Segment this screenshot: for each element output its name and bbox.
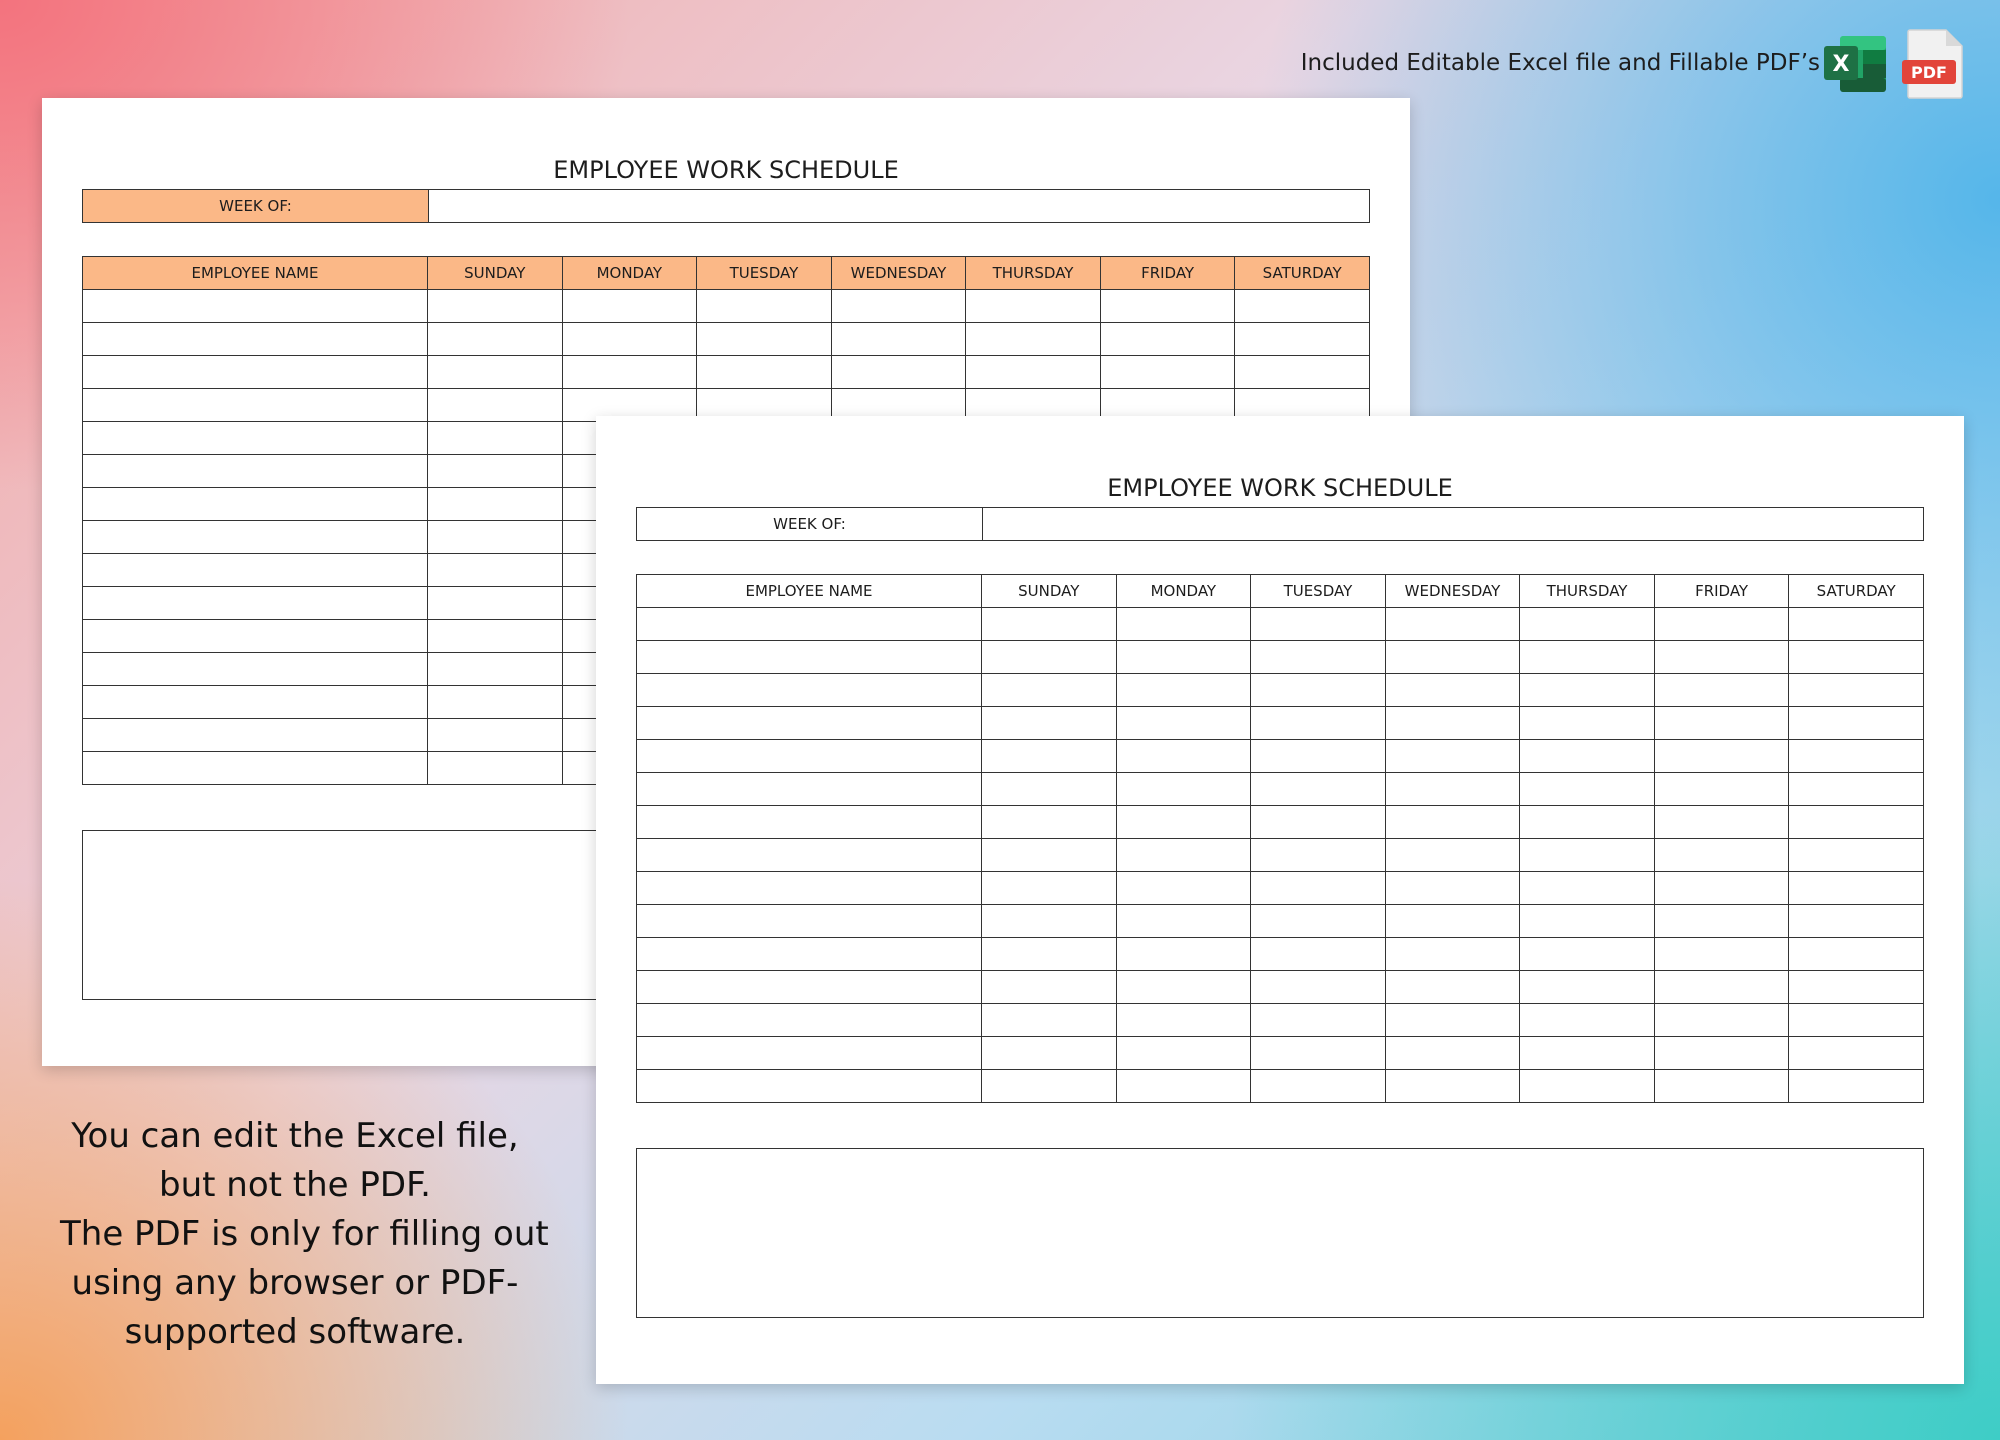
shift-cell[interactable] — [1385, 641, 1520, 674]
day-header-tuesday: TUESDAY — [1251, 575, 1386, 608]
shift-cell[interactable] — [1385, 1004, 1520, 1037]
employee-name-cell[interactable] — [83, 521, 428, 554]
shift-cell[interactable] — [1654, 1037, 1789, 1070]
table-row — [637, 1037, 1924, 1070]
shift-cell[interactable] — [1654, 1004, 1789, 1037]
shift-cell[interactable] — [1116, 872, 1251, 905]
shift-cell[interactable] — [1385, 608, 1520, 641]
employee-name-cell[interactable] — [83, 587, 428, 620]
table-row — [83, 323, 1370, 356]
table-row — [637, 641, 1924, 674]
shift-cell[interactable] — [428, 356, 563, 389]
table-row — [637, 938, 1924, 971]
shift-cell[interactable] — [1251, 872, 1386, 905]
shift-cell[interactable] — [1520, 740, 1655, 773]
employee-name-cell[interactable] — [83, 455, 428, 488]
shift-cell[interactable] — [428, 323, 563, 356]
shift-cell[interactable] — [1385, 773, 1520, 806]
shift-cell[interactable] — [1251, 740, 1386, 773]
shift-cell[interactable] — [1789, 839, 1924, 872]
employee-name-cell[interactable] — [83, 323, 428, 356]
employee-name-cell[interactable] — [637, 806, 982, 839]
shift-cell[interactable] — [1520, 773, 1655, 806]
shift-cell[interactable] — [1116, 641, 1251, 674]
day-header-sunday: SUNDAY — [982, 575, 1117, 608]
shift-cell[interactable] — [1789, 740, 1924, 773]
shift-cell[interactable] — [1116, 938, 1251, 971]
shift-cell[interactable] — [1385, 707, 1520, 740]
shift-cell[interactable] — [1385, 938, 1520, 971]
week-of-row — [636, 507, 1924, 541]
day-header-friday: FRIDAY — [1100, 257, 1235, 290]
excel-icon — [1822, 32, 1888, 94]
shift-cell[interactable] — [1789, 707, 1924, 740]
week-of-label: WEEK OF: — [83, 190, 429, 222]
shift-cell[interactable] — [1116, 773, 1251, 806]
table-row — [83, 356, 1370, 389]
promo-line: The PDF is only for filling out — [60, 1214, 549, 1254]
day-header-sunday: SUNDAY — [428, 257, 563, 290]
shift-cell[interactable] — [1520, 872, 1655, 905]
shift-cell[interactable] — [1789, 872, 1924, 905]
shift-cell[interactable] — [428, 653, 563, 686]
promo-line: but not the PDF. — [159, 1165, 431, 1205]
employee-name-cell[interactable] — [83, 554, 428, 587]
employee-name-header: EMPLOYEE NAME — [83, 257, 428, 290]
table-row — [637, 905, 1924, 938]
shift-cell[interactable] — [1654, 971, 1789, 1004]
day-header-monday: MONDAY — [562, 257, 697, 290]
table-row — [637, 872, 1924, 905]
shift-cell[interactable] — [428, 488, 563, 521]
shift-cell[interactable] — [1116, 839, 1251, 872]
shift-cell[interactable] — [982, 1070, 1117, 1103]
table-row — [637, 773, 1924, 806]
shift-cell[interactable] — [1251, 1004, 1386, 1037]
shift-cell[interactable] — [1654, 872, 1789, 905]
shift-cell[interactable] — [1520, 608, 1655, 641]
day-header-thursday: THURSDAY — [1520, 575, 1655, 608]
promo-line: supported software. — [124, 1312, 466, 1352]
shift-cell[interactable] — [966, 323, 1101, 356]
shift-cell[interactable] — [1235, 323, 1370, 356]
shift-cell[interactable] — [1251, 674, 1386, 707]
shift-cell[interactable] — [1520, 806, 1655, 839]
employee-name-cell[interactable] — [83, 686, 428, 719]
shift-cell[interactable] — [1789, 806, 1924, 839]
shift-cell[interactable] — [1385, 872, 1520, 905]
shift-cell[interactable] — [1654, 773, 1789, 806]
excel-icon-letter: X — [1832, 52, 1850, 77]
shift-cell[interactable] — [428, 620, 563, 653]
shift-cell[interactable] — [697, 356, 832, 389]
shift-cell[interactable] — [428, 521, 563, 554]
day-header-friday: FRIDAY — [1654, 575, 1789, 608]
shift-cell[interactable] — [1116, 1070, 1251, 1103]
employee-name-cell[interactable] — [637, 707, 982, 740]
day-header-tuesday: TUESDAY — [697, 257, 832, 290]
shift-cell[interactable] — [1116, 905, 1251, 938]
promo-line: You can edit the Excel file, — [71, 1116, 519, 1156]
shift-cell[interactable] — [428, 422, 563, 455]
shift-cell[interactable] — [1654, 608, 1789, 641]
day-header-saturday: SATURDAY — [1235, 257, 1370, 290]
shift-cell[interactable] — [982, 806, 1117, 839]
pdf-icon — [1900, 28, 1966, 100]
day-header-thursday: THURSDAY — [966, 257, 1101, 290]
shift-cell[interactable] — [1251, 905, 1386, 938]
employee-name-cell[interactable] — [637, 608, 982, 641]
shift-cell[interactable] — [1520, 707, 1655, 740]
employee-name-cell[interactable] — [637, 1037, 982, 1070]
employee-name-cell[interactable] — [83, 752, 428, 785]
shift-cell[interactable] — [1520, 1004, 1655, 1037]
shift-cell[interactable] — [1654, 707, 1789, 740]
shift-cell[interactable] — [1385, 1070, 1520, 1103]
table-row — [637, 839, 1924, 872]
shift-cell[interactable] — [1251, 806, 1386, 839]
pdf-icon-text: PDF — [1911, 63, 1947, 82]
shift-cell[interactable] — [1654, 1070, 1789, 1103]
promo-line: using any browser or PDF- — [71, 1263, 519, 1303]
shift-cell[interactable] — [697, 323, 832, 356]
shift-cell[interactable] — [831, 323, 966, 356]
employee-name-cell[interactable] — [637, 872, 982, 905]
shift-cell[interactable] — [428, 389, 563, 422]
table-row — [637, 608, 1924, 641]
table-row — [83, 290, 1370, 323]
employee-name-cell[interactable] — [637, 905, 982, 938]
table-row — [637, 1070, 1924, 1103]
shift-cell[interactable] — [1385, 740, 1520, 773]
shift-cell[interactable] — [982, 872, 1117, 905]
shift-cell[interactable] — [1116, 971, 1251, 1004]
employee-name-cell[interactable] — [637, 1004, 982, 1037]
shift-cell[interactable] — [982, 938, 1117, 971]
shift-cell[interactable] — [1116, 740, 1251, 773]
employee-name-cell[interactable] — [637, 674, 982, 707]
shift-cell[interactable] — [1116, 608, 1251, 641]
employee-name-cell[interactable] — [637, 773, 982, 806]
employee-name-cell[interactable] — [637, 839, 982, 872]
shift-cell[interactable] — [982, 1037, 1117, 1070]
shift-cell[interactable] — [1789, 641, 1924, 674]
shift-cell[interactable] — [982, 971, 1117, 1004]
table-row — [637, 971, 1924, 1004]
shift-cell[interactable] — [562, 356, 697, 389]
shift-cell[interactable] — [1116, 1037, 1251, 1070]
shift-cell[interactable] — [1385, 1037, 1520, 1070]
employee-name-cell[interactable] — [83, 356, 428, 389]
shift-cell[interactable] — [831, 356, 966, 389]
employee-name-cell[interactable] — [83, 389, 428, 422]
employee-name-cell[interactable] — [637, 740, 982, 773]
shift-cell[interactable] — [1251, 839, 1386, 872]
shift-cell[interactable] — [1789, 1037, 1924, 1070]
shift-cell[interactable] — [982, 641, 1117, 674]
shift-cell[interactable] — [1100, 356, 1235, 389]
day-header-wednesday: WEDNESDAY — [1385, 575, 1520, 608]
employee-name-cell[interactable] — [83, 488, 428, 521]
shift-cell[interactable] — [428, 455, 563, 488]
shift-cell[interactable] — [982, 608, 1117, 641]
schedule-header-row — [83, 257, 1370, 290]
shift-cell[interactable] — [1385, 674, 1520, 707]
shift-cell[interactable] — [1116, 806, 1251, 839]
shift-cell[interactable] — [1100, 290, 1235, 323]
employee-name-cell[interactable] — [83, 422, 428, 455]
table-row — [637, 740, 1924, 773]
shift-cell[interactable] — [1385, 806, 1520, 839]
shift-cell[interactable] — [428, 290, 563, 323]
employee-name-cell[interactable] — [637, 938, 982, 971]
week-of-field[interactable] — [429, 190, 1369, 222]
shift-cell[interactable] — [1251, 608, 1386, 641]
employee-name-cell[interactable] — [83, 290, 428, 323]
shift-cell[interactable] — [1100, 323, 1235, 356]
shift-cell[interactable] — [1116, 1004, 1251, 1037]
employee-name-cell[interactable] — [83, 719, 428, 752]
shift-cell[interactable] — [982, 839, 1117, 872]
shift-cell[interactable] — [1789, 971, 1924, 1004]
employee-name-cell[interactable] — [83, 653, 428, 686]
notes-box[interactable] — [636, 1148, 1924, 1318]
employee-name-cell[interactable] — [637, 1070, 982, 1103]
shift-cell[interactable] — [1116, 707, 1251, 740]
shift-cell[interactable] — [982, 740, 1117, 773]
shift-cell[interactable] — [562, 323, 697, 356]
shift-cell[interactable] — [1789, 938, 1924, 971]
promo-text — [60, 1112, 549, 1357]
schedule-header-row — [637, 575, 1924, 608]
sheet-title: EMPLOYEE WORK SCHEDULE — [1107, 474, 1453, 502]
week-of-row — [82, 189, 1370, 223]
shift-cell[interactable] — [1251, 707, 1386, 740]
week-of-label: WEEK OF: — [637, 508, 983, 540]
shift-cell[interactable] — [1520, 1070, 1655, 1103]
day-header-saturday: SATURDAY — [1789, 575, 1924, 608]
shift-cell[interactable] — [1520, 905, 1655, 938]
sheet-title: EMPLOYEE WORK SCHEDULE — [553, 156, 899, 184]
shift-cell[interactable] — [831, 290, 966, 323]
shift-cell[interactable] — [982, 1004, 1117, 1037]
shift-cell[interactable] — [1789, 905, 1924, 938]
shift-cell[interactable] — [982, 707, 1117, 740]
shift-cell[interactable] — [562, 290, 697, 323]
shift-cell[interactable] — [1251, 1070, 1386, 1103]
day-header-wednesday: WEDNESDAY — [831, 257, 966, 290]
employee-name-cell[interactable] — [637, 641, 982, 674]
shift-cell[interactable] — [1251, 971, 1386, 1004]
shift-cell[interactable] — [1654, 839, 1789, 872]
shift-cell[interactable] — [1520, 1037, 1655, 1070]
shift-cell[interactable] — [1385, 971, 1520, 1004]
shift-cell[interactable] — [1789, 1070, 1924, 1103]
shift-cell[interactable] — [428, 752, 563, 785]
week-of-field[interactable] — [983, 508, 1923, 540]
table-row — [637, 1004, 1924, 1037]
shift-cell[interactable] — [1520, 938, 1655, 971]
shift-cell[interactable] — [1251, 641, 1386, 674]
shift-cell[interactable] — [1235, 356, 1370, 389]
shift-cell[interactable] — [982, 773, 1117, 806]
shift-cell[interactable] — [1385, 905, 1520, 938]
day-header-monday: MONDAY — [1116, 575, 1251, 608]
shift-cell[interactable] — [697, 290, 832, 323]
employee-name-cell[interactable] — [83, 620, 428, 653]
shift-cell[interactable] — [428, 587, 563, 620]
employee-name-header: EMPLOYEE NAME — [637, 575, 982, 608]
shift-cell[interactable] — [1654, 938, 1789, 971]
shift-cell[interactable] — [1385, 839, 1520, 872]
shift-cell[interactable] — [1251, 1037, 1386, 1070]
shift-cell[interactable] — [1654, 905, 1789, 938]
shift-cell[interactable] — [966, 290, 1101, 323]
table-row — [637, 806, 1924, 839]
shift-cell[interactable] — [428, 686, 563, 719]
shift-cell[interactable] — [966, 356, 1101, 389]
shift-cell[interactable] — [428, 719, 563, 752]
table-row — [637, 707, 1924, 740]
shift-cell[interactable] — [1520, 971, 1655, 1004]
shift-cell[interactable] — [1520, 839, 1655, 872]
table-row — [637, 674, 1924, 707]
shift-cell[interactable] — [982, 905, 1117, 938]
shift-cell[interactable] — [1789, 773, 1924, 806]
shift-cell[interactable] — [1654, 674, 1789, 707]
shift-cell[interactable] — [1789, 608, 1924, 641]
shift-cell[interactable] — [1520, 641, 1655, 674]
schedule-table — [636, 574, 1924, 1103]
shift-cell[interactable] — [1654, 641, 1789, 674]
shift-cell[interactable] — [1116, 674, 1251, 707]
shift-cell[interactable] — [1789, 674, 1924, 707]
employee-name-cell[interactable] — [637, 971, 982, 1004]
shift-cell[interactable] — [1654, 806, 1789, 839]
shift-cell[interactable] — [1251, 938, 1386, 971]
shift-cell[interactable] — [1251, 773, 1386, 806]
shift-cell[interactable] — [982, 674, 1117, 707]
shift-cell[interactable] — [428, 554, 563, 587]
shift-cell[interactable] — [1520, 674, 1655, 707]
shift-cell[interactable] — [1654, 740, 1789, 773]
schedule-sheet-plain — [596, 416, 1964, 1384]
shift-cell[interactable] — [1235, 290, 1370, 323]
shift-cell[interactable] — [1789, 1004, 1924, 1037]
file-formats-caption: Included Editable Excel file and Fillable PDF’s — [1300, 50, 1820, 76]
